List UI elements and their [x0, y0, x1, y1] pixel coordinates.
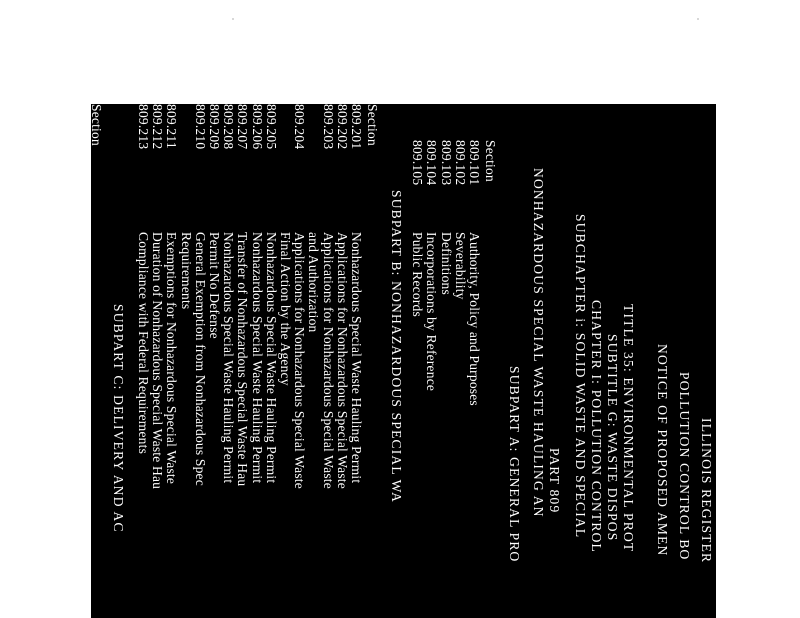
section-number: 809.209 [207, 104, 222, 150]
subchapter-line: SUBCHAPTER i: SOLID WASTE AND SPECIAL [573, 214, 588, 539]
section-title: Nonhazardous Special Waste Hauling Permit [263, 232, 279, 484]
section-number: 809.207 [235, 104, 251, 150]
scan-speck [697, 18, 699, 20]
section-title: Nonhazardous Special Waste Hauling Permit [221, 232, 237, 484]
section-title: Applications for Nonhazardous Special Waste [320, 232, 336, 489]
section-number: 809.201 [349, 104, 364, 150]
section-number: 809.105 [410, 140, 426, 186]
section-title: Duration of Nonhazardous Special Waste Hau [150, 232, 166, 490]
part-title: NONHAZARDOUS SPECIAL WASTE HAULING AN [531, 168, 546, 518]
section-number: 809.103 [438, 140, 454, 186]
title-line: TITLE 35: ENVIRONMENTAL PROT [621, 304, 636, 553]
section-number: 809.212 [150, 104, 166, 150]
section-number: 809.202 [334, 104, 350, 150]
subpart-a-heading: SUBPART A: GENERAL PRO [507, 366, 522, 563]
chapter-line: CHAPTER I: POLLUTION CONTROL [589, 300, 604, 553]
subpart-b-heading: SUBPART B: NONHAZARDOUS SPECIAL WA [389, 190, 404, 504]
section-number: 809.213 [136, 104, 151, 150]
section-number: 809.211 [164, 104, 180, 149]
section-number: 809.104 [424, 140, 440, 186]
section-number: 809.208 [221, 104, 237, 150]
notice-title: NOTICE OF PROPOSED AMEN [655, 344, 670, 557]
section-number: 809.210 [192, 104, 208, 150]
section-title: Exemptions for Nonhazardous Special Waste [164, 232, 180, 485]
section-title: Final Action by the Agency [278, 232, 293, 386]
section-label: Section [483, 140, 498, 182]
scanned-document-page [91, 104, 716, 618]
subtitle-line: SUBTITLE G: WASTE DISPOS [605, 334, 620, 542]
section-title: Definitions [438, 232, 454, 295]
section-title: Nonhazardous Special Waste Hauling Permit [349, 232, 364, 484]
section-title: Applications for Nonhazardous Special Waste [292, 232, 308, 489]
subpart-c-heading: SUBPART C: DELIVERY AND AC [111, 304, 126, 533]
section-title: General Exemption from Nonhazardous Spec [192, 232, 208, 486]
section-title: Applications for Nonhazardous Special Waste [334, 232, 350, 489]
section-title: Compliance with Federal Requirements [136, 232, 151, 455]
section-title: Public Records [410, 232, 426, 317]
section-number: 809.101 [467, 140, 482, 186]
section-title: Authority, Policy and Purposes [467, 232, 482, 406]
section-number: 809.102 [452, 140, 468, 186]
section-title: Nonhazardous Special Waste Hauling Permit [249, 232, 265, 484]
section-label: Section [89, 104, 104, 146]
section-title: Transfer of Nonhazardous Special Waste Hau [235, 232, 251, 487]
section-title: Incorporations by Reference [424, 232, 440, 392]
section-title: Severability [452, 232, 468, 300]
section-number: 809.204 [292, 104, 308, 150]
section-number: 809.206 [249, 104, 265, 150]
section-number: 809.203 [320, 104, 336, 150]
section-title: Requirements [178, 232, 194, 310]
scan-speck [232, 18, 234, 20]
board-name: POLLUTION CONTROL BO [677, 372, 692, 561]
rotated-page-content [91, 104, 716, 618]
part-number: PART 809 [547, 448, 562, 514]
section-title: Permit No Defense [207, 232, 222, 339]
section-label: Section [365, 104, 380, 146]
section-title: and Authorization [306, 232, 322, 333]
register-title: ILLINOIS REGISTER [699, 418, 714, 564]
section-number: 809.205 [263, 104, 279, 150]
